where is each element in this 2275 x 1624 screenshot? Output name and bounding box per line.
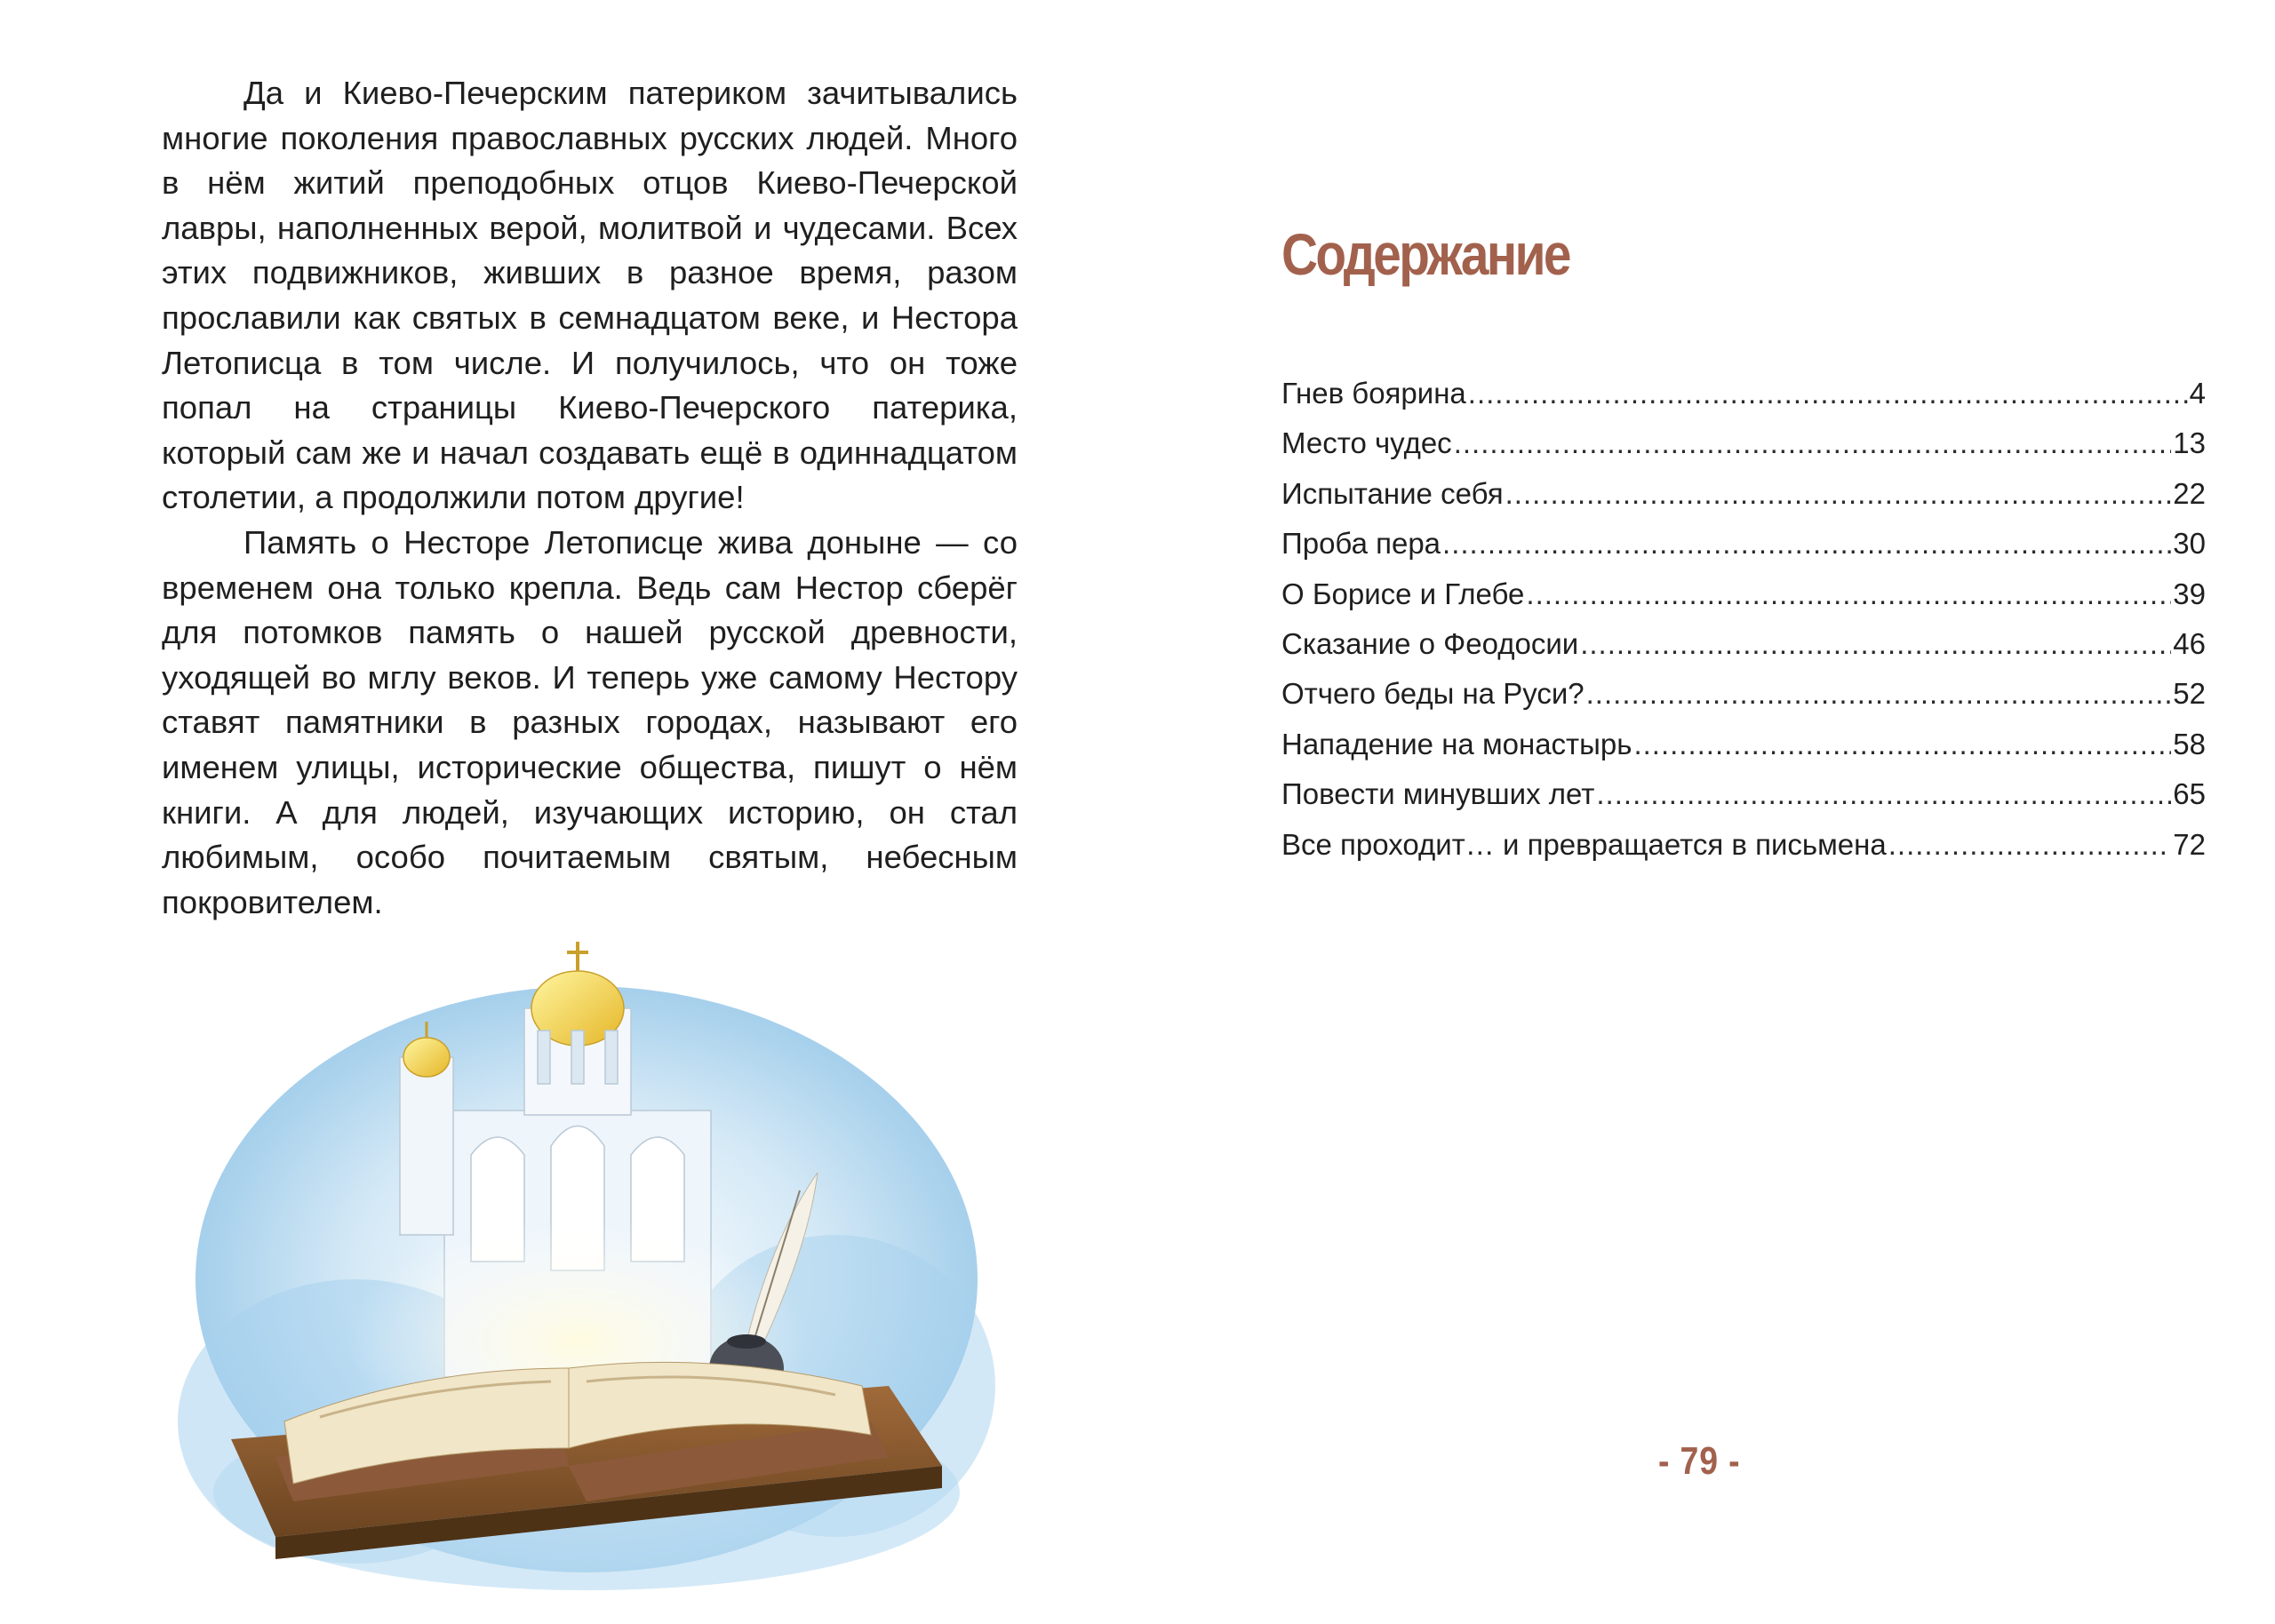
toc-leader-dots bbox=[1586, 677, 2172, 711]
cathedral-book-illustration bbox=[178, 924, 995, 1599]
toc-entry-page: 30 bbox=[2173, 527, 2206, 561]
toc-entry bbox=[1281, 477, 2206, 527]
toc-entry-title: Все проходит… и превращается в письмена bbox=[1281, 827, 1887, 861]
toc-entry-page: 4 bbox=[2189, 377, 2206, 410]
toc-leader-dots bbox=[1468, 377, 2188, 410]
toc-entry bbox=[1281, 527, 2206, 577]
toc-entry-title: Сказание о Феодосии bbox=[1281, 626, 1579, 660]
toc-entry bbox=[1281, 377, 2206, 426]
toc-entry-page: 72 bbox=[2173, 827, 2206, 861]
toc-leader-dots bbox=[1633, 728, 2171, 761]
toc-entry-title: Отчего беды на Руси? bbox=[1281, 677, 1585, 711]
toc-entry-page: 39 bbox=[2173, 577, 2206, 610]
paragraph-1: Да и Киево-Печерским патериком зачитывались многие поколения православных русских людей. Много в нём житий преподобных отцов Киево-Печерской лавры, наполненных верой, молитвой и чудесами. Всех этих подвижников, живших в разное время, разом прославили как святых в семнадцатом веке, и Нестора Летописца в том числе. И получилось, что он тоже попал на страницы Киево-Печерского патерика, который сам же и начал создавать ещё в одиннадцатом столетии, а продолжили потом другие! bbox=[162, 75, 1018, 516]
toc-entry-title: Нападение на монастырь bbox=[1281, 727, 1632, 760]
toc-leader-dots bbox=[1580, 627, 2171, 661]
page-number: - 79 - bbox=[1658, 1439, 1741, 1483]
toc-entry-page: 22 bbox=[2173, 476, 2206, 510]
toc-entry-page: 65 bbox=[2173, 777, 2206, 811]
toc-entry bbox=[1281, 426, 2206, 476]
right-page bbox=[1138, 0, 2275, 1624]
toc-leader-dots bbox=[1596, 777, 2171, 811]
toc-entry bbox=[1281, 828, 2206, 878]
toc-leader-dots bbox=[1454, 426, 2172, 460]
toc-title: Содержание bbox=[1281, 221, 1569, 287]
toc-entry bbox=[1281, 728, 2206, 777]
toc-entry-title: Гнев боярина bbox=[1281, 377, 1466, 410]
toc-leader-dots bbox=[1505, 477, 2172, 511]
table-of-contents bbox=[1281, 377, 2206, 878]
toc-leader-dots bbox=[1442, 527, 2171, 561]
toc-leader-dots bbox=[1526, 577, 2171, 611]
toc-entry-page: 13 bbox=[2173, 426, 2206, 460]
toc-entry-title: Место чудес bbox=[1281, 426, 1452, 460]
toc-entry-title: О Борисе и Глебе bbox=[1281, 577, 1525, 610]
toc-entry-title: Испытание себя bbox=[1281, 476, 1504, 510]
toc-entry-title: Проба пера bbox=[1281, 527, 1441, 561]
body-text bbox=[162, 71, 1018, 925]
toc-entry-page: 58 bbox=[2173, 727, 2206, 760]
toc-entry-page: 52 bbox=[2173, 677, 2206, 711]
toc-entry-title: Повести минувших лет bbox=[1281, 777, 1595, 811]
toc-entry bbox=[1281, 627, 2206, 677]
toc-entry-page: 46 bbox=[2173, 626, 2206, 660]
toc-entry bbox=[1281, 577, 2206, 627]
toc-entry bbox=[1281, 777, 2206, 827]
toc-leader-dots bbox=[1888, 828, 2172, 862]
paragraph-2: Память о Несторе Летописце жива доныне — со временем она только крепла. Ведь сам Нестор сберёг для потомков память о нашей русской древности, уходящей во мглу веков. И теперь уже самому Нестору ставят памятники в разных городах, называют его именем улицы, исторические общества, пишут о нём книги. А для людей, изучающих историю, он стал любимым, особо почитаемым святым, небесным покровителем. bbox=[162, 523, 1018, 920]
toc-entry bbox=[1281, 677, 2206, 727]
